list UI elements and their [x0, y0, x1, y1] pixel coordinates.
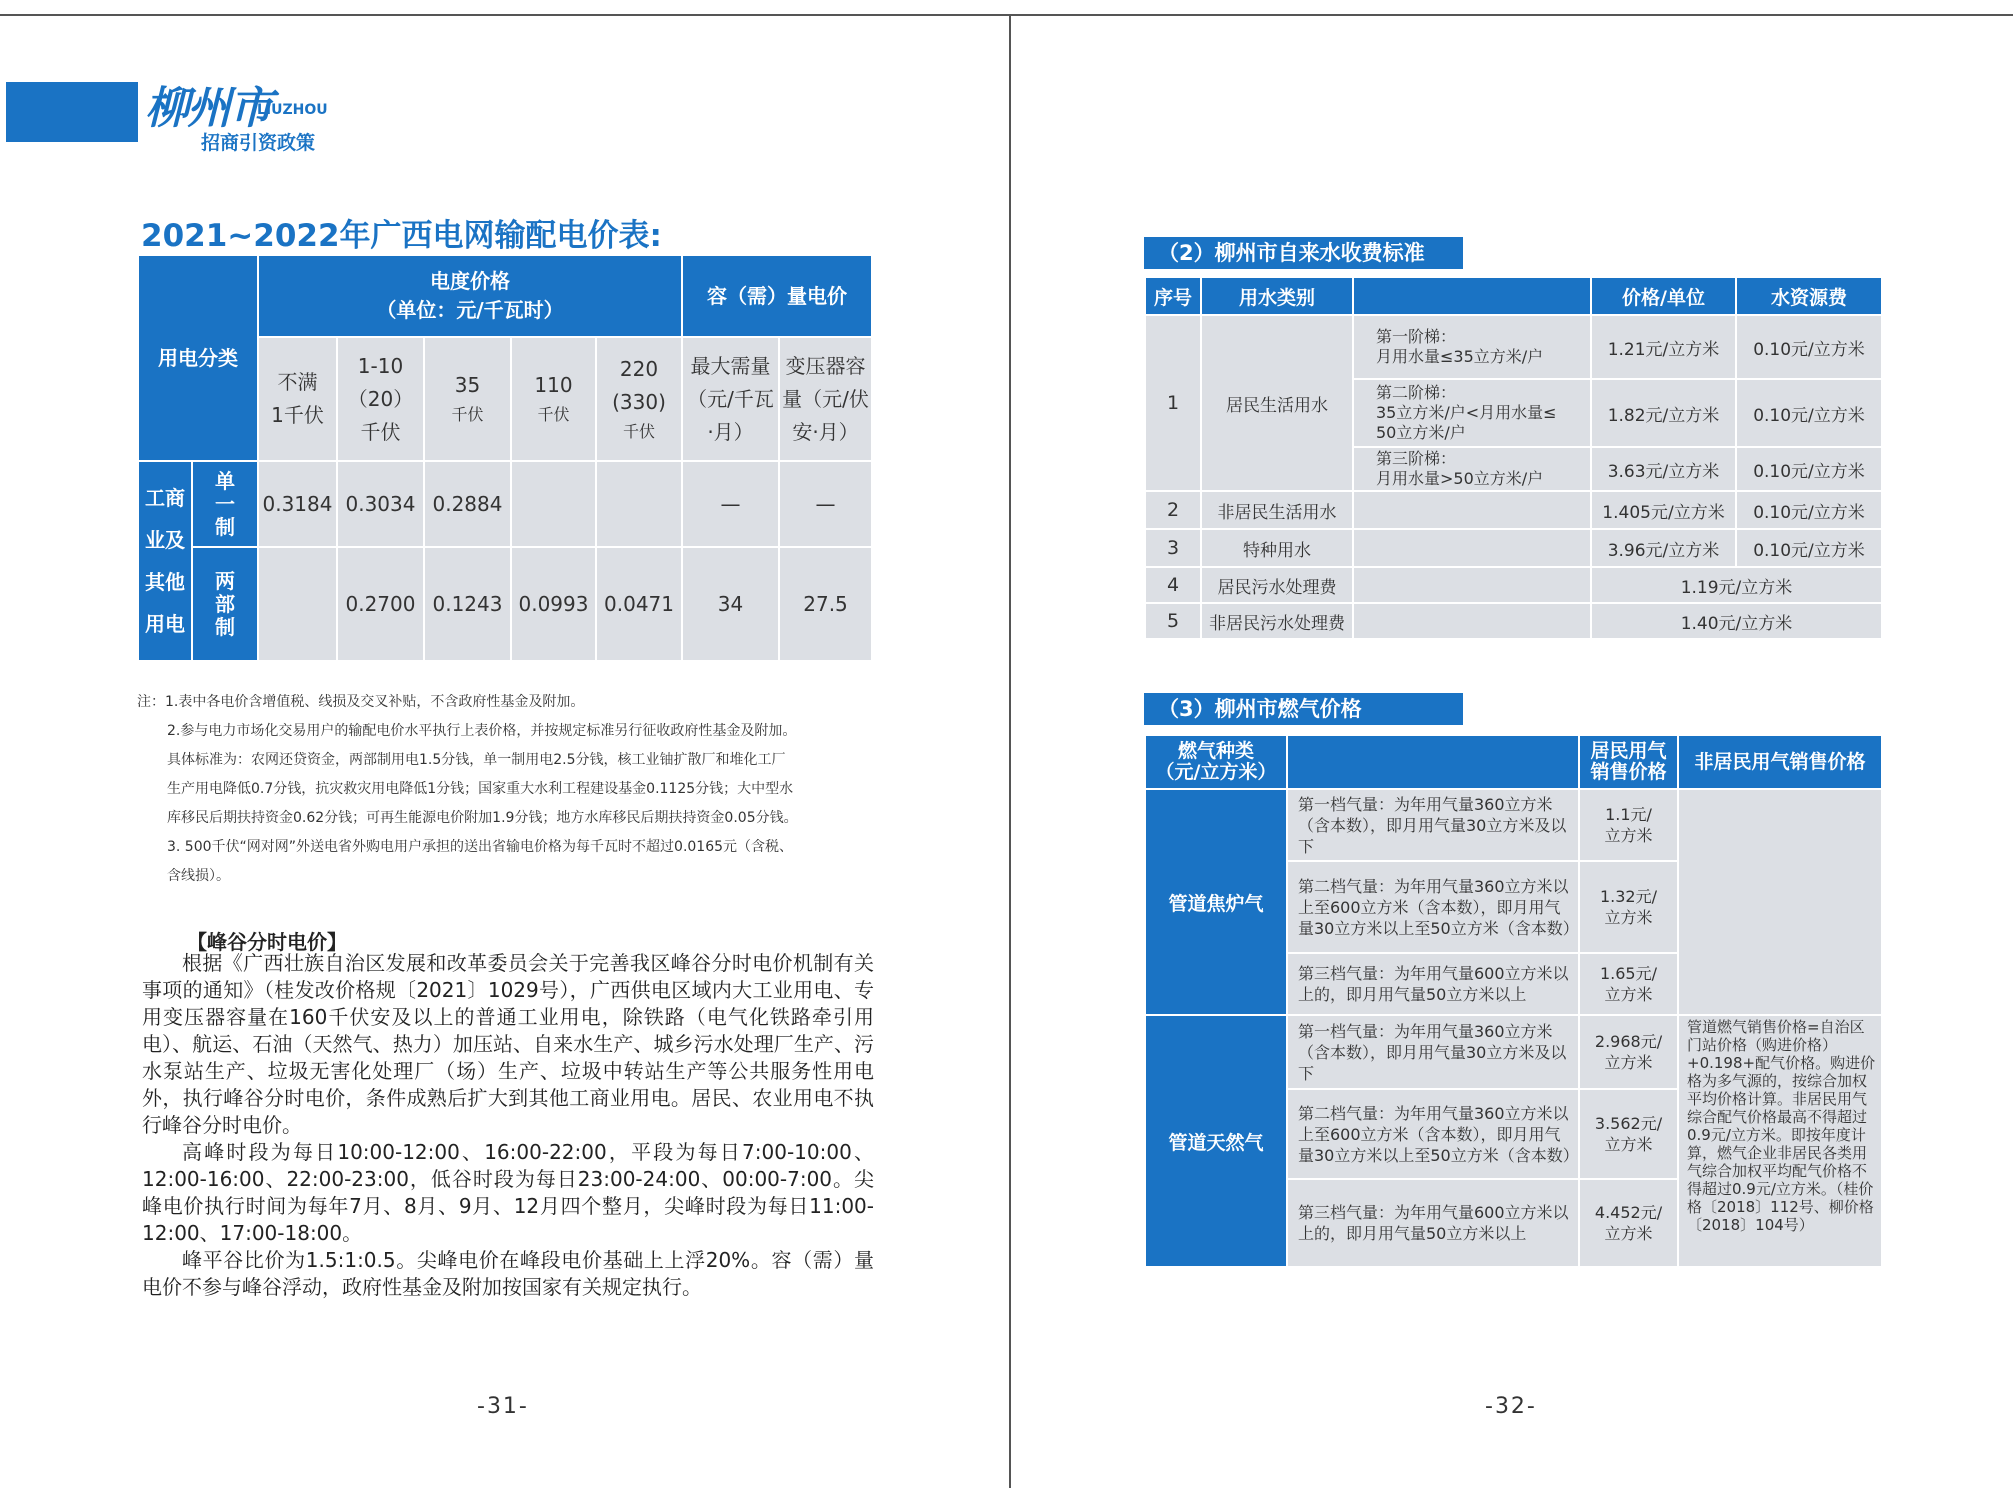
- gas-section-title: （3）柳州市燃气价格: [1144, 693, 1463, 725]
- water-col-no: 序号: [1145, 277, 1201, 315]
- page-title: 2021~2022年广西电网输配电价表:: [141, 218, 662, 254]
- price-cell: 1.65元/ 立方米: [1579, 953, 1678, 1015]
- row-no: 3: [1145, 529, 1201, 567]
- table-notes: [137, 688, 877, 891]
- fee-cell: 0.10元/立方米: [1736, 529, 1882, 567]
- tier-desc: 第一档气量：为年用气量360立方米（含本数），即月用气量30立方米及以下: [1287, 1015, 1579, 1089]
- table-row: [1145, 1015, 1882, 1089]
- price-cell: [511, 461, 596, 547]
- fee-cell: 0.10元/立方米: [1736, 379, 1882, 447]
- tier-desc: 第二档气量：为年用气量360立方米以上至600立方米（含本数），即月用气量30立方米以上至50立方米（含本数）: [1287, 1089, 1579, 1179]
- note-line: 具体标准为：农网还贷资金，两部制用电1.5分钱，单一制用电2.5分钱，核工业铀扩散厂和堆化工厂: [167, 752, 786, 768]
- water-fee-table: [1144, 276, 1883, 640]
- fee-cell: 0.10元/立方米: [1736, 315, 1882, 379]
- capacity-header: 变压器容 量（元/伏 安·月）: [779, 337, 872, 461]
- power-price-table: [137, 254, 873, 662]
- gas-type: 管道天然气: [1145, 1015, 1287, 1267]
- gas-col-nonresidential: 非居民用气销售价格: [1678, 735, 1882, 789]
- row-group-label: 工商 业及 其他 用电: [138, 461, 192, 661]
- tier-desc: 第三阶梯： 月用水量>50立方米/户: [1353, 447, 1591, 491]
- note-line: 注：1.表中各电价含增值税、线损及交叉补贴，不含政府性基金及附加。: [137, 694, 585, 710]
- row-category: 特种用水: [1201, 529, 1353, 567]
- table-row: [1145, 603, 1882, 639]
- price-cell: 0.2884: [424, 461, 511, 547]
- row-no: 4: [1145, 567, 1201, 603]
- table-row: [1145, 491, 1882, 529]
- note-line: 含线损）。: [167, 868, 230, 884]
- peak-valley-text: [142, 950, 874, 1301]
- nonres-price-note: 管道燃气销售价格=自治区门站价格（购进价格）+0.198+配气价格。购进价格为多气源的，按综合加权平均价格计算。非居民用气综合配气价格最高不得超过0.9元/立方米。即按年度计算，燃气企业非居民各类用气综合加权平均配气价格不得超过0.9元/立方米。（桂价格〔2018〕112号、柳价格〔2018〕104号）: [1678, 1015, 1882, 1267]
- fee-cell: 0.10元/立方米: [1736, 491, 1882, 529]
- table-row: [138, 461, 872, 547]
- paragraph: 峰平谷比价为1.5:1:0.5。尖峰电价在峰段电价基础上上浮20%。容（需）量电价不参与峰谷浮动，政府性基金及附加按国家有关规定执行。: [142, 1248, 874, 1299]
- table-row: [1145, 529, 1882, 567]
- tier-desc: 第三档气量：为年用气量600立方米以上的，即月用气量50立方米以上: [1287, 953, 1579, 1015]
- peak-valley-heading: 【峰谷分时电价】: [187, 930, 347, 954]
- page-number-left: -31-: [477, 1394, 529, 1419]
- price-cell: —: [682, 461, 779, 547]
- table-row: [1145, 567, 1882, 603]
- gas-col-type: 燃气种类 （元/立方米）: [1145, 735, 1287, 789]
- price-cell: 1.1元/ 立方米: [1579, 789, 1678, 861]
- table-row: [138, 547, 872, 661]
- voltage-header: 1-10 （20） 千伏: [337, 337, 424, 461]
- row-no: 2: [1145, 491, 1201, 529]
- gas-price-table: [1144, 734, 1883, 1268]
- price-cell: 0.0993: [511, 547, 596, 661]
- fee-cell: 0.10元/立方米: [1736, 447, 1882, 491]
- water-col-category: 用水类别: [1201, 277, 1353, 315]
- water-col-tier: [1353, 277, 1591, 315]
- gas-type: 管道焦炉气: [1145, 789, 1287, 1015]
- col-energy-price: [258, 255, 682, 337]
- voltage-header: 220 (330) 千伏: [596, 337, 682, 461]
- row-no: 5: [1145, 603, 1201, 639]
- liuzhou-logo: [145, 72, 328, 154]
- note-line: 2.参与电力市场化交易用户的输配电价水平执行上表价格，并按规定标准另行征收政府性基金及附加。: [167, 723, 797, 739]
- system-label: 两 部 制: [192, 547, 258, 661]
- price-cell: 1.19元/立方米: [1591, 567, 1882, 603]
- row-no: 1: [1145, 315, 1201, 491]
- row-category: 非居民污水处理费: [1201, 603, 1353, 639]
- tier-desc: 第二档气量：为年用气量360立方米以上至600立方米（含本数），即月用气量30立方米以上至50立方米（含本数）: [1287, 861, 1579, 953]
- tier-desc: 第二阶梯： 35立方米/户<月用水量≤ 50立方米/户: [1353, 379, 1591, 447]
- price-cell: 0.0471: [596, 547, 682, 661]
- price-cell: [258, 547, 337, 661]
- price-cell: 0.1243: [424, 547, 511, 661]
- system-label: 单 一 制: [192, 461, 258, 547]
- price-cell: 1.82元/立方米: [1591, 379, 1736, 447]
- tier-desc: 第一档气量：为年用气量360立方米（含本数），即月用气量30立方米及以下: [1287, 789, 1579, 861]
- voltage-header: 110 千伏: [511, 337, 596, 461]
- logo-city: 柳州市: [145, 83, 271, 134]
- voltage-header: 35 千伏: [424, 337, 511, 461]
- table-row: [1145, 315, 1882, 379]
- row-category: 居民生活用水: [1201, 315, 1353, 491]
- price-cell: 0.3184: [258, 461, 337, 547]
- price-cell: 1.21元/立方米: [1591, 315, 1736, 379]
- price-cell: 27.5: [779, 547, 872, 661]
- voltage-header: 不满 1千伏: [258, 337, 337, 461]
- top-rule: [0, 14, 2013, 16]
- water-section-title: （2）柳州市自来水收费标准: [1144, 237, 1463, 269]
- row-category: 居民污水处理费: [1201, 567, 1353, 603]
- note-line: 生产用电降低0.7分钱，抗灾救灾用电降低1分钱；国家重大水利工程建设基金0.1125分钱；大中型水: [167, 781, 794, 797]
- logo-en: LIUZHOU: [257, 102, 328, 118]
- water-col-fee: 水资源费: [1736, 277, 1882, 315]
- price-cell: 3.562元/ 立方米: [1579, 1089, 1678, 1179]
- page-number-right: -32-: [1485, 1394, 1537, 1419]
- gas-col-tier: [1287, 735, 1579, 789]
- price-cell: —: [779, 461, 872, 547]
- paragraph: 高峰时段为每日10:00-12:00、16:00-22:00，平段为每日7:00-10:00、12:00-16:00、22:00-23:00，低谷时段为每日23:00-24:00、00:00-7:00。尖峰电价执行时间为每年7月、8月、9月、12月四个整月，尖峰时段为每日11:00-12:00、17:00-18:00。: [142, 1140, 874, 1245]
- price-cell: 1.32元/ 立方米: [1579, 861, 1678, 953]
- note-line: 库移民后期扶持资金0.62分钱；可再生能源电价附加1.9分钱；地方水库移民后期扶持资金0.05分钱。: [167, 810, 798, 826]
- price-cell: 3.63元/立方米: [1591, 447, 1736, 491]
- tier-desc: 第一阶梯： 月用水量≤35立方米/户: [1353, 315, 1591, 379]
- water-col-price: 价格/单位: [1591, 277, 1736, 315]
- table-row: [1145, 789, 1882, 861]
- tier-desc: 第三档气量：为年用气量600立方米以上的，即月用气量50立方米以上: [1287, 1179, 1579, 1267]
- price-cell: 1.40元/立方米: [1591, 603, 1882, 639]
- price-cell: 3.96元/立方米: [1591, 529, 1736, 567]
- col-energy-unit: （单位：元/千瓦时）: [376, 298, 564, 322]
- price-cell: 0.3034: [337, 461, 424, 547]
- gas-col-residential: 居民用气 销售价格: [1579, 735, 1678, 789]
- col-capacity-price: 容（需）量电价: [682, 255, 872, 337]
- note-line: 3. 500千伏“网对网”外送电省外购电用户承担的送出省输电价格为每千瓦时不超过0.0165元（含税、: [167, 839, 794, 855]
- header-band: [6, 82, 138, 142]
- price-cell: 0.2700: [337, 547, 424, 661]
- col-category: 用电分类: [138, 255, 258, 461]
- row-category: 非居民生活用水: [1201, 491, 1353, 529]
- price-cell: 4.452元/ 立方米: [1579, 1179, 1678, 1267]
- capacity-header: 最大需量 （元/千瓦 ·月）: [682, 337, 779, 461]
- page-divider: [1009, 14, 1011, 1488]
- col-energy-label: 电度价格: [430, 269, 510, 293]
- price-cell: 34: [682, 547, 779, 661]
- logo-subtitle: 招商引资政策: [201, 132, 316, 154]
- price-cell: [596, 461, 682, 547]
- paragraph: 根据《广西壮族自治区发展和改革委员会关于完善我区峰谷分时电价机制有关事项的通知》（桂发改价格规〔2021〕1029号），广西供电区域内大工业用电、专用变压器容量在160千伏安及以上的普通工业用电，除铁路（电气化铁路牵引用电）、航运、石油（天然气、热力）加压站、自来水生产、城乡污水处理厂生产、污水泵站生产、垃圾无害化处理厂（场）生产、垃圾中转站生产等公共服务性用电外，执行峰谷分时电价，条件成熟后扩大到其他工商业用电。居民、农业用电不执行峰谷分时电价。: [142, 951, 874, 1137]
- price-cell: 1.405元/立方米: [1591, 491, 1736, 529]
- price-cell: 2.968元/ 立方米: [1579, 1015, 1678, 1089]
